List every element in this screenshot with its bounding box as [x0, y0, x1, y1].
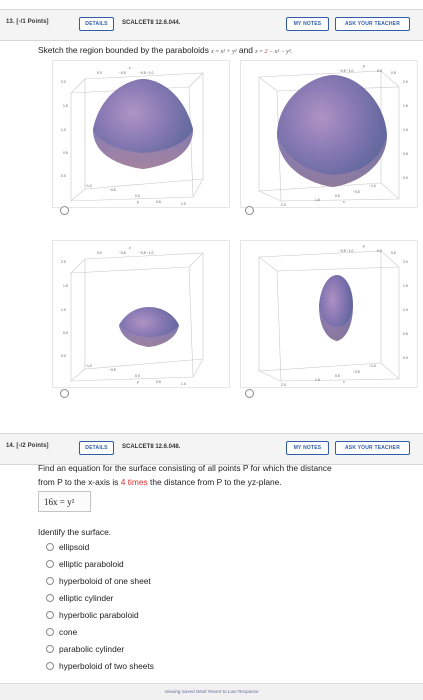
- plot-c-z00: 0.0: [61, 354, 66, 358]
- q14-ask-teacher-button[interactable]: ASK YOUR TEACHER: [335, 441, 410, 455]
- plot-d-x-20: 2.0: [281, 383, 286, 387]
- q13-header: [0, 9, 423, 41]
- q13-prompt: [38, 44, 292, 58]
- q14-option-radio[interactable]: [46, 662, 54, 670]
- plot-c-top-b: −0.5: [119, 251, 126, 255]
- plot-a-graphic: [53, 61, 231, 209]
- plot-a-radio[interactable]: [60, 206, 69, 215]
- plot-b-z10: 1.0: [403, 128, 408, 132]
- q13-and: and: [238, 45, 253, 55]
- q14-number: 14. [-/2 Points]: [6, 443, 49, 449]
- plot-b-x-label: x: [343, 200, 345, 204]
- plot-b-x-m10: −1.0: [369, 184, 376, 188]
- q13-my-notes-button[interactable]: MY NOTES: [286, 17, 329, 31]
- q14-prompt-line2-a: from P to the x-axis is: [38, 477, 121, 487]
- plot-a-z-axis-label: z: [129, 66, 131, 70]
- plot-a-x-10: 1.0: [181, 202, 186, 206]
- plot-option-c: [52, 240, 230, 388]
- plot-d-x-05: 0.5: [335, 374, 340, 378]
- plot-b-x-05: 0.5: [335, 194, 340, 198]
- plot-a-z15: 1.5: [63, 104, 68, 108]
- plot-b-z15: 1.5: [403, 104, 408, 108]
- q14-option-radio[interactable]: [46, 560, 54, 568]
- plot-c-z05: 0.5: [63, 331, 68, 335]
- plot-b-graphic: [241, 61, 419, 209]
- q14-option-label: elliptic cylinder: [59, 593, 114, 603]
- plot-option-b: [240, 60, 418, 208]
- plot-b-x-m05: −0.5: [353, 190, 360, 194]
- plot-a-x-00: 0.0: [135, 194, 140, 198]
- plot-a-x-m10: −1.0: [85, 184, 92, 188]
- plot-d-top-c: 0.5: [391, 251, 396, 255]
- plot-c-x-05: 0.5: [156, 380, 161, 384]
- plot-b-z05: 0.5: [403, 152, 408, 156]
- plot-b-top-c: 0.5: [391, 71, 396, 75]
- q13-ask-teacher-button[interactable]: ASK YOUR TEACHER: [335, 17, 410, 31]
- plot-d-z00: 0.0: [403, 356, 408, 360]
- q13-eq2: [255, 49, 292, 55]
- plot-b-radio[interactable]: [245, 206, 254, 215]
- plot-b-y-axis-label: y: [363, 64, 365, 68]
- q14-option-radio[interactable]: [46, 611, 54, 619]
- q14-prompt-line2-b: the distance from P to the yz-plane.: [147, 477, 282, 487]
- q14-option-label: parabolic cylinder: [59, 644, 125, 654]
- q14-details-button[interactable]: DETAILS: [79, 441, 114, 455]
- q14-my-notes-button[interactable]: MY NOTES: [286, 441, 329, 455]
- plot-c-z15: 1.5: [63, 284, 68, 288]
- plot-d-x-m10: −1.0: [369, 364, 376, 368]
- plot-a-x-m05: −0.5: [109, 188, 116, 192]
- plot-d-x-label: x: [343, 380, 345, 384]
- q13-prompt-text: Sketch the region bounded by the paraboloids: [38, 45, 209, 55]
- q13-code: SCALCET8 12.6.044.: [122, 20, 181, 26]
- q13-number: 13. [-/1 Points]: [6, 19, 49, 25]
- plot-c-graphic: [53, 241, 231, 389]
- q14-option-hyperboloid-two-sheets[interactable]: [46, 660, 154, 672]
- plot-option-d: [240, 240, 418, 388]
- q14-option-hyperboloid-one-sheet[interactable]: [46, 575, 151, 587]
- plot-b-z20: 2.0: [403, 80, 408, 84]
- plot-b-top-b: 0.0: [377, 69, 382, 73]
- q14-identify-label: Identify the surface.: [38, 527, 112, 537]
- saved-work-footer[interactable]: Viewing Saved Work Revert to Last Response: [0, 683, 423, 700]
- plot-a-top-b: −0.5: [119, 71, 126, 75]
- q14-option-elliptic-paraboloid[interactable]: [46, 558, 124, 570]
- q13-details-button[interactable]: DETAILS: [79, 17, 114, 31]
- plot-c-top-c: −0.5 −1.0: [139, 251, 154, 255]
- plot-b-x-15: 1.5: [315, 198, 320, 202]
- plot-d-x-15: 1.5: [315, 378, 320, 382]
- plot-c-x-10: 1.0: [181, 382, 186, 386]
- q14-option-elliptic-cylinder[interactable]: [46, 592, 113, 604]
- plot-option-a: [52, 60, 230, 208]
- plot-c-radio[interactable]: [60, 389, 69, 398]
- plot-c-z10: 1.0: [61, 308, 66, 312]
- plot-d-x-m05: −0.5: [353, 370, 360, 374]
- plot-b-top-a: −0.5 −1.0: [339, 69, 354, 73]
- q14-answer-field[interactable]: 16x = y²: [38, 491, 91, 512]
- q13-eq2-suffix: − x² − y².: [267, 49, 293, 55]
- q14-option-radio[interactable]: [46, 645, 54, 653]
- plot-c-z20: 2.0: [61, 260, 66, 264]
- plot-c-x-m05: −0.5: [109, 368, 116, 372]
- q14-option-label: ellipsoid: [59, 542, 90, 552]
- q14-option-label: cone: [59, 627, 78, 637]
- q14-option-ellipsoid[interactable]: [46, 541, 89, 553]
- q13-eq2-prefix: z =: [255, 49, 265, 55]
- q14-code: SCALCET8 12.6.048.: [122, 444, 181, 450]
- q14-option-radio[interactable]: [46, 594, 54, 602]
- q14-option-label: elliptic paraboloid: [59, 559, 124, 569]
- q14-prompt-line1: Find an equation for the surface consisting of all points P for which the distance: [38, 463, 332, 473]
- plot-a-z20: 2.0: [61, 80, 66, 84]
- q13-eq2-red: 2: [264, 49, 268, 55]
- q14-option-hyperbolic-paraboloid[interactable]: [46, 609, 139, 621]
- plot-a-x-05: 0.5: [156, 200, 161, 204]
- plot-d-top-b: 0.0: [377, 249, 382, 253]
- plot-b-x-20: 2.0: [281, 203, 286, 207]
- plot-d-y-axis-label: y: [363, 244, 365, 248]
- plot-c-y-label: y: [137, 380, 139, 384]
- q14-option-radio[interactable]: [46, 628, 54, 636]
- q14-option-parabolic-cylinder[interactable]: [46, 643, 124, 655]
- q14-option-label: hyperbolic paraboloid: [59, 610, 139, 620]
- plot-b-z00: 0.0: [403, 176, 408, 180]
- plot-c-top-a: 0.0: [97, 251, 102, 255]
- plot-a-z00: 0.0: [61, 174, 66, 178]
- q14-option-label: hyperboloid of one sheet: [59, 576, 151, 586]
- plot-c-x-m10: −1.0: [85, 364, 92, 368]
- plot-d-z15: 1.5: [403, 284, 408, 288]
- q14-prompt-line2-red: 4 times: [120, 477, 148, 487]
- plot-d-z10: 1.0: [403, 308, 408, 312]
- q13-eq1: z = x² + y²: [211, 49, 237, 55]
- plot-d-radio[interactable]: [245, 389, 254, 398]
- plot-d-top-a: −0.5 −1.0: [339, 249, 354, 253]
- plot-c-z-axis-label: z: [129, 246, 131, 250]
- q14-option-radio[interactable]: [46, 577, 54, 585]
- plot-a-z05: 0.5: [63, 151, 68, 155]
- plot-d-graphic: [241, 241, 419, 389]
- q14-prompt-line2: [38, 476, 282, 488]
- q14-option-radio[interactable]: [46, 543, 54, 551]
- plot-a-y-label: y: [137, 200, 139, 204]
- q14-option-label: hyperboloid of two sheets: [59, 661, 154, 671]
- plot-d-z05: 0.5: [403, 332, 408, 336]
- plot-d-z20: 2.0: [403, 260, 408, 264]
- plot-a-z10: 1.0: [61, 128, 66, 132]
- q14-option-cone[interactable]: [46, 626, 77, 638]
- plot-c-x-00: 0.0: [135, 374, 140, 378]
- plot-a-top-a: 0.0: [97, 71, 102, 75]
- q14-header: [0, 433, 423, 465]
- plot-a-top-c: −0.5 −1.0: [139, 71, 154, 75]
